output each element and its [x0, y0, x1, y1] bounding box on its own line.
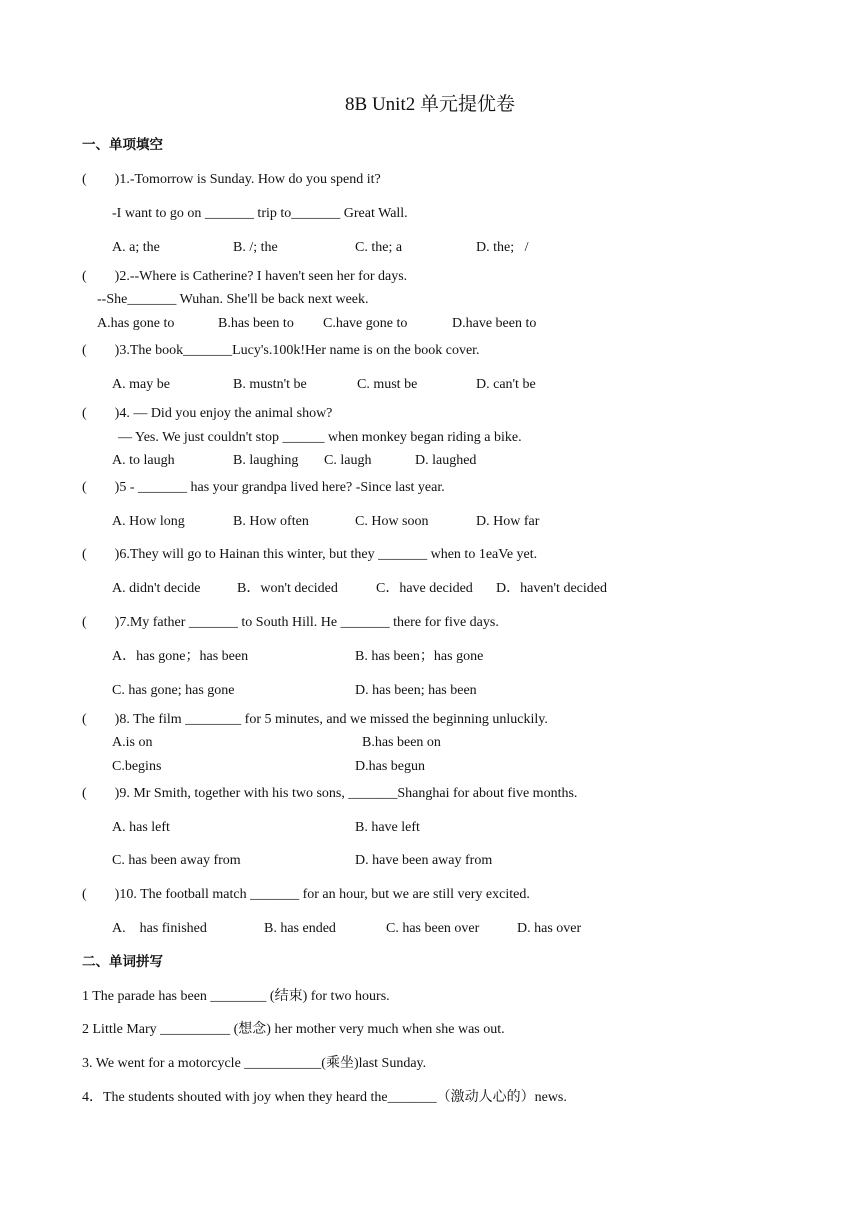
- question-1-option-a: A. a; the: [112, 240, 160, 255]
- question-6-stem: ( )6.They will go to Hainan this winter, but they _______ when to 1eaVe yet.: [82, 547, 538, 562]
- question-9-option-b: B. have left: [355, 820, 420, 835]
- question-3-stem: ( )3.The book_______Lucy's.100k!Her name is on the book cover.: [82, 343, 480, 358]
- question-2-option-d: D.have been to: [452, 316, 537, 331]
- page-title: 8B Unit2 单元提优卷: [345, 94, 515, 115]
- question-6-option-d: D．haven't decided: [496, 581, 607, 596]
- question-2-stem: ( )2.--Where is Catherine? I haven't seen her for days.: [82, 269, 408, 284]
- question-6-option-b: B．won't decided: [237, 581, 338, 596]
- question-10-option-a: A. has finished: [112, 921, 207, 936]
- question-4-option-d: D. laughed: [415, 453, 477, 468]
- section-heading-multiple-choice: 一、单项填空: [82, 137, 163, 153]
- question-5-option-d: D. How far: [476, 514, 540, 529]
- question-5-option-b: B. How often: [233, 514, 309, 529]
- spelling-item-4: 4．The students shouted with joy when they heard the_______（激动人心的）news.: [82, 1090, 567, 1105]
- question-8-option-d: D.has begun: [355, 759, 425, 774]
- question-4-option-b: B. laughing: [233, 453, 299, 468]
- question-1-stem: ( )1.-Tomorrow is Sunday. How do you spend it?: [82, 172, 381, 187]
- question-7-option-d: D. has been; has been: [355, 683, 477, 698]
- question-5-option-a: A. How long: [112, 514, 185, 529]
- question-9-option-c: C. has been away from: [112, 853, 241, 868]
- question-5-stem: ( )5 - _______ has your grandpa lived here? -Since last year.: [82, 480, 445, 495]
- question-3-option-b: B. mustn't be: [233, 377, 307, 392]
- question-5-option-c: C. How soon: [355, 514, 429, 529]
- question-7-stem: ( )7.My father _______ to South Hill. He _______ there for five days.: [82, 615, 499, 630]
- question-10-option-d: D. has over: [517, 921, 582, 936]
- question-6-option-c: C．have decided: [376, 581, 473, 596]
- question-7-option-b: B. has been；has gone: [355, 649, 484, 664]
- question-1-option-c: C. the; a: [355, 240, 403, 255]
- question-4-option-a: A. to laugh: [112, 453, 175, 468]
- question-8-stem: ( )8. The film ________ for 5 minutes, and we missed the beginning unluckily.: [82, 712, 548, 727]
- question-3-option-a: A. may be: [112, 377, 170, 392]
- question-9-option-d: D. have been away from: [355, 853, 493, 868]
- spelling-item-1: 1 The parade has been ________ (结束) for two hours.: [82, 989, 390, 1004]
- question-4-option-c: C. laugh: [324, 453, 372, 468]
- question-10-stem: ( )10. The football match _______ for an hour, but we are still very excited.: [82, 887, 530, 902]
- question-6-option-a: A. didn't decide: [112, 581, 201, 596]
- question-1-line2: -I want to go on _______ trip to_______ Great Wall.: [112, 206, 408, 221]
- question-1-option-d: D. the; /: [476, 240, 529, 255]
- spelling-item-3: 3. We went for a motorcycle ___________(乘坐)last Sunday.: [82, 1056, 427, 1071]
- question-7-option-a: A．has gone；has been: [112, 649, 249, 664]
- question-10-option-c: C. has been over: [386, 921, 480, 936]
- question-8-option-a: A.is on: [112, 735, 153, 750]
- question-4-stem: ( )4. — Did you enjoy the animal show?: [82, 406, 333, 421]
- question-1-option-b: B. /; the: [233, 240, 278, 255]
- question-4-line2: — Yes. We just couldn't stop ______ when monkey began riding a bike.: [118, 430, 522, 445]
- question-9-option-a: A. has left: [112, 820, 170, 835]
- question-2-option-c: C.have gone to: [323, 316, 408, 331]
- question-3-option-c: C. must be: [357, 377, 418, 392]
- section-heading-spelling: 二、单词拼写: [82, 954, 163, 970]
- question-8-option-c: C.begins: [112, 759, 162, 774]
- question-10-option-b: B. has ended: [264, 921, 336, 936]
- spelling-item-2: 2 Little Mary __________ (想念) her mother very much when she was out.: [82, 1022, 505, 1037]
- question-7-option-c: C. has gone; has gone: [112, 683, 235, 698]
- question-9-stem: ( )9. Mr Smith, together with his two sons, _______Shanghai for about five months.: [82, 786, 578, 801]
- question-2-line2: --She_______ Wuhan. She'll be back next week.: [97, 292, 369, 307]
- question-2-option-b: B.has been to: [218, 316, 294, 331]
- question-8-option-b: B.has been on: [362, 735, 441, 750]
- question-3-option-d: D. can't be: [476, 377, 536, 392]
- question-2-option-a: A.has gone to: [97, 316, 175, 331]
